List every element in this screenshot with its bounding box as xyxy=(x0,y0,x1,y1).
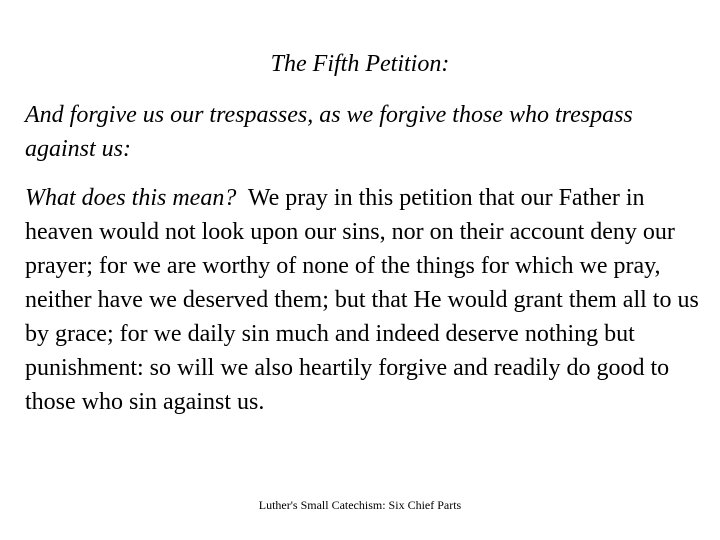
slide-footer: Luther's Small Catechism: Six Chief Parts xyxy=(258,498,462,512)
slide-title: The Fifth Petition: xyxy=(270,51,450,77)
petition-text: And forgive us our trespasses, as we forgive those who trespass against us: xyxy=(25,102,633,162)
meaning-question: What does this mean? xyxy=(25,185,237,211)
meaning-answer: We pray in this petition that our Father in heaven would not look upon our sins, nor on their account deny our prayer; for we are worthy of none of the things for which we pray, neither have we deserved them; but that He would grant them all to us by grace; for we daily sin much and indeed deserve nothing but punishment: so will we also heartily forgive and readily do good to those who sin against us. xyxy=(25,185,699,415)
meaning-paragraph xyxy=(25,181,705,419)
